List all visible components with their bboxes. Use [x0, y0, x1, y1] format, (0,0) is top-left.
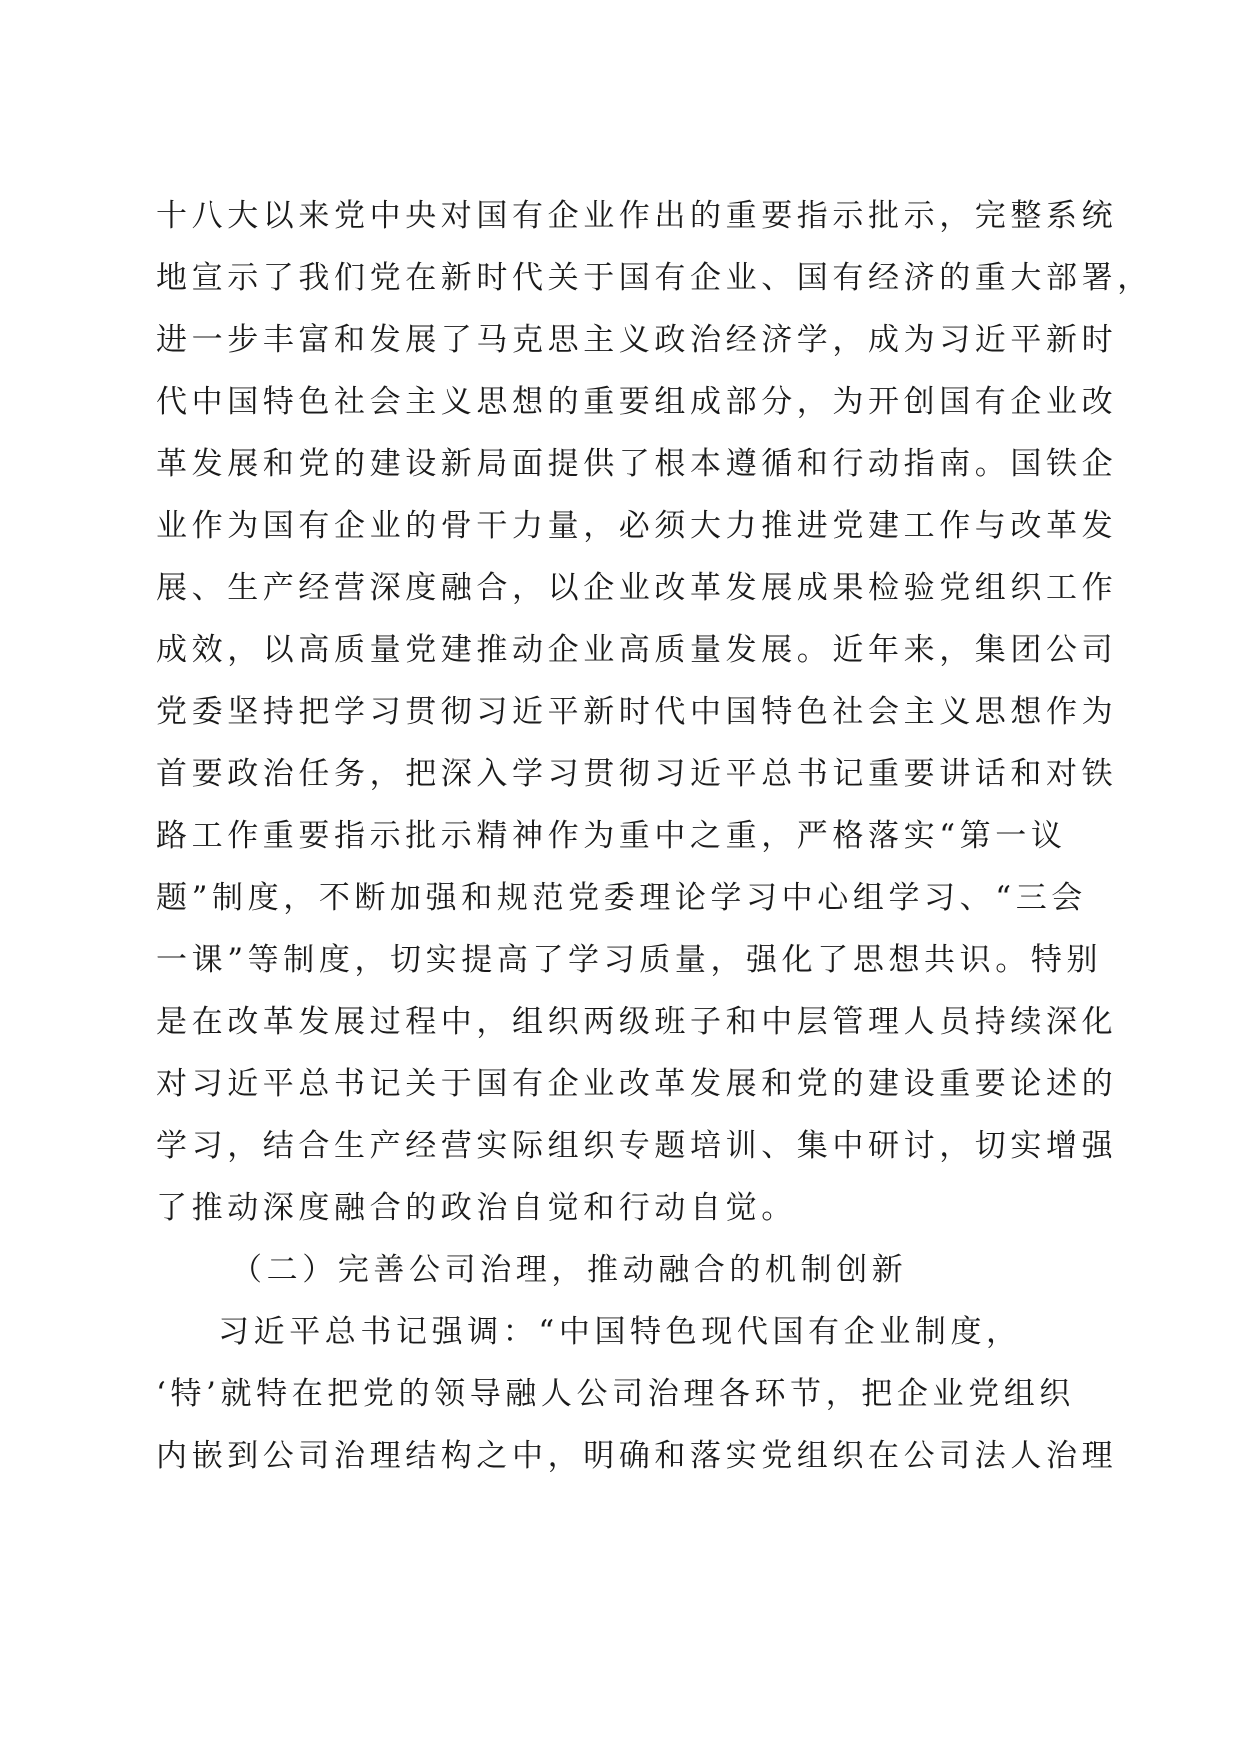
paragraph-line: 一课”等制度，切实提高了学习质量，强化了思想共识。特别: [156, 942, 1103, 978]
paragraph-line: 首要政治任务，把深入学习贯彻习近平总书记重要讲话和对铁: [156, 756, 1118, 792]
section-heading: （二）完善公司治理，推动融合的机制创新: [231, 1252, 908, 1288]
paragraph-line: 成效，以高质量党建推动企业高质量发展。近年来，集团公司: [156, 632, 1118, 668]
paragraph-line: 代中国特色社会主义思想的重要组成部分，为开创国有企业改: [156, 384, 1118, 420]
paragraph-line: ‘特’就特在把党的领导融人公司治理各环节，把企业党组织: [156, 1376, 1075, 1412]
paragraph-line: 党委坚持把学习贯彻习近平新时代中国特色社会主义思想作为: [156, 694, 1118, 730]
paragraph-line: 十八大以来党中央对国有企业作出的重要指示批示，完整系统: [156, 198, 1118, 234]
paragraph-line: 业作为国有企业的骨干力量，必须大力推进党建工作与改革发: [156, 508, 1118, 544]
paragraph-line: 是在改革发展过程中，组织两级班子和中层管理人员持续深化: [156, 1004, 1118, 1040]
paragraph-line: 展、生产经营深度融合，以企业改革发展成果检验党组织工作: [156, 570, 1118, 606]
paragraph-line: 对习近平总书记关于国有企业改革发展和党的建设重要论述的: [156, 1066, 1118, 1102]
paragraph-line: 学习，结合生产经营实际组织专题培训、集中研讨，切实增强: [156, 1128, 1118, 1164]
paragraph-line: 习近平总书记强调：“中国特色现代国有企业制度，: [218, 1314, 1022, 1350]
paragraph-line: 了推动深度融合的政治自觉和行动自觉。: [156, 1190, 797, 1226]
paragraph-line: 进一步丰富和发展了马克思主义政治经济学，成为习近平新时: [156, 322, 1118, 358]
paragraph-line: 地宣示了我们党在新时代关于国有企业、国有经济的重大部署，: [156, 260, 1153, 296]
paragraph-line: 题”制度，不断加强和规范党委理论学习中心组学习、“三会: [156, 880, 1087, 916]
paragraph-line: 内嵌到公司治理结构之中，明确和落实党组织在公司法人治理: [156, 1438, 1118, 1474]
body-text: [156, 185, 1153, 1487]
paragraph-line: 路工作重要指示批示精神作为重中之重，严格落实“第一议: [156, 818, 1067, 854]
paragraph-line: 革发展和党的建设新局面提供了根本遵循和行动指南。国铁企: [156, 446, 1118, 482]
